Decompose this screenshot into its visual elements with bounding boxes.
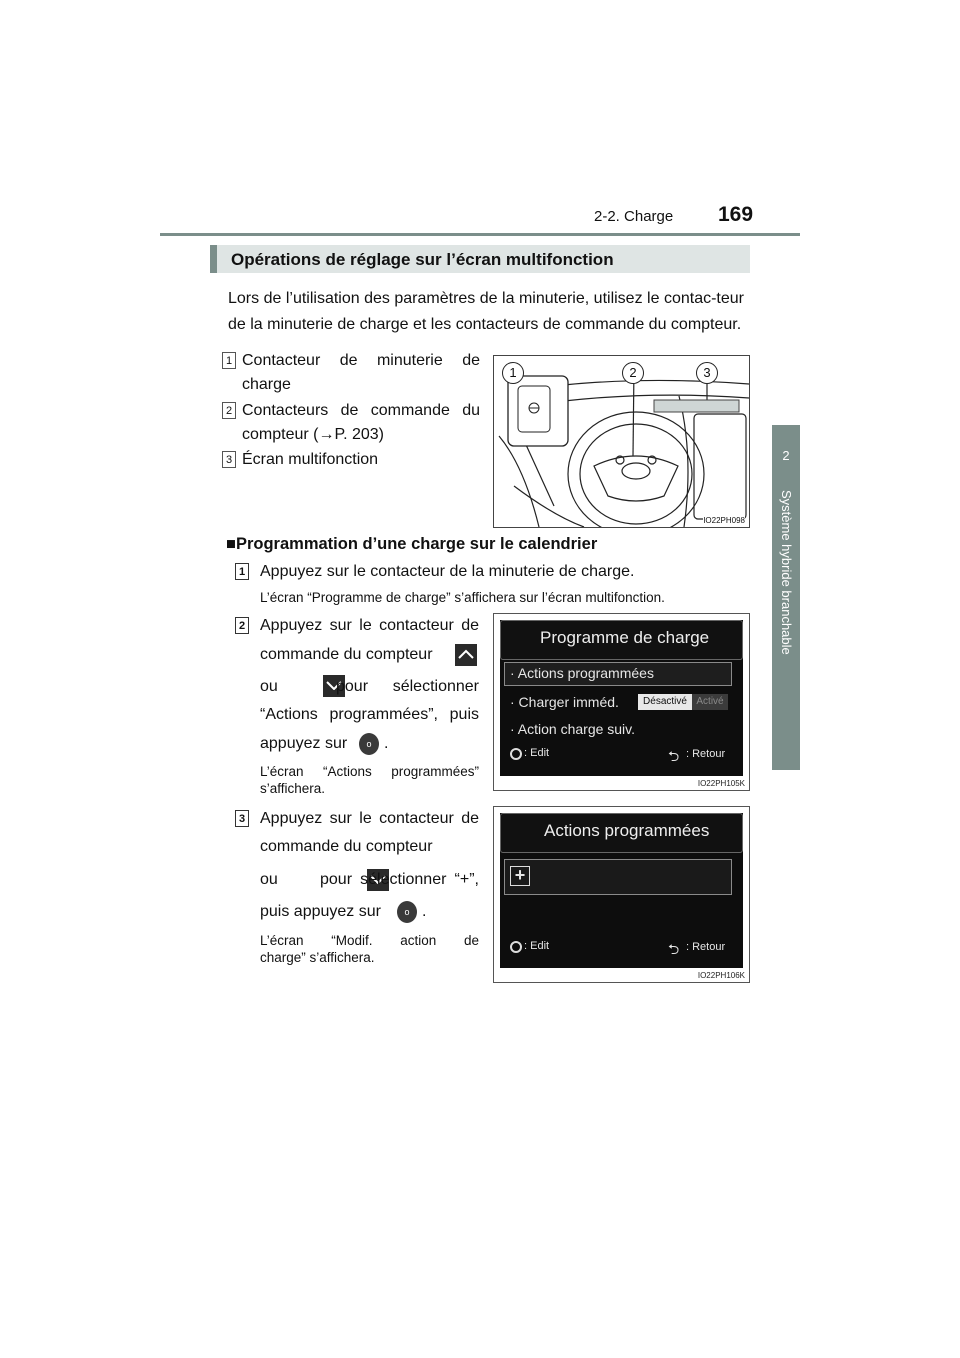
screen-2-caption: IO22PH106K xyxy=(697,971,745,980)
legend-number-2: 2 xyxy=(222,402,236,419)
screen-2-title: Actions programmées xyxy=(544,821,710,840)
section-title-box xyxy=(210,245,750,273)
screen-actions-programmees xyxy=(493,806,750,983)
legend-1-line1: Contacteur de minuterie de xyxy=(242,352,480,369)
screen-1-item-3: · Action charge suiv. xyxy=(510,721,636,737)
plus-icon: + xyxy=(510,866,530,886)
step-number-1: 1 xyxy=(235,563,249,580)
intro-paragraph: Lors de l’utilisation des paramètres de la minuterie, utilisez le contac-teur de la minuterie de charge et les contacteurs de commande du compteur. xyxy=(228,290,744,333)
screen-programme-de-charge xyxy=(493,613,750,791)
step-number-2: 2 xyxy=(235,617,249,634)
step-2-line3: pour sélectionner xyxy=(336,678,479,695)
legend-2-line1: Contacteurs de commande du xyxy=(242,402,480,419)
illustration-caption: IO22PH098 xyxy=(703,516,745,525)
screen-1-display xyxy=(500,620,743,776)
callout-2: 2 xyxy=(622,362,644,384)
screen-2-add-row xyxy=(504,859,732,895)
chapter-tab-number: 2 xyxy=(782,448,790,463)
step-3-line3: pour sélectionner “+”, xyxy=(320,871,479,888)
legend-number-3: 3 xyxy=(222,451,236,468)
screen-2-back: : Retour xyxy=(686,941,726,953)
callout-3: 3 xyxy=(696,362,718,384)
step-1-text: Appuyez sur le contacteur de la minuterie de charge. xyxy=(260,563,635,580)
step-2-line4: “Actions programmées”, puis xyxy=(260,706,479,723)
step-3-line1: Appuyez sur le contacteur de xyxy=(260,810,479,827)
step-1-note: L’écran “Programme de charge” s’affichera sur l’écran multifonction. xyxy=(260,590,665,605)
step-3-or: ou xyxy=(260,871,278,888)
section-title: Opérations de réglage sur l’écran multifonction xyxy=(231,250,614,269)
step-2-line5: appuyez sur xyxy=(260,735,348,752)
legend-number-1: 1 xyxy=(222,352,236,369)
chevron-up-icon xyxy=(455,644,477,666)
step-3-line4: puis appuyez sur xyxy=(260,903,381,920)
step-2-period: . xyxy=(384,735,389,752)
screen-1-back: : Retour xyxy=(686,748,726,760)
running-header-section: 2-2. Charge xyxy=(594,208,674,225)
ok-button-icon: o xyxy=(397,901,417,923)
toggle-on-label: Activé xyxy=(692,694,728,710)
screen-2-display xyxy=(500,813,743,968)
step-3-note-line1: L’écran “Modif. action de xyxy=(260,933,479,948)
legend-1-line2: charge xyxy=(242,376,291,393)
step-3-line2: commande du compteur xyxy=(260,838,433,855)
dial-icon xyxy=(510,941,522,953)
screen-1-caption: IO22PH105K xyxy=(697,779,745,788)
toggle-off-label: Désactivé xyxy=(638,694,692,710)
screen-1-edit: : Edit xyxy=(524,747,550,759)
step-2-or: ou xyxy=(260,678,278,695)
step-3-note-line2: charge” s’affichera. xyxy=(260,950,375,965)
screen-2-edit: : Edit xyxy=(524,940,550,952)
screen-1-item-1: · Actions programmées xyxy=(510,665,654,681)
step-2-line2: commande du compteur xyxy=(260,646,433,663)
step-2-line1: Appuyez sur le contacteur de xyxy=(260,617,479,634)
step-3-period: . xyxy=(422,903,427,920)
step-2-note-line2: s’affichera. xyxy=(260,781,326,796)
page-number: 169 xyxy=(718,203,754,226)
chapter-tab-label: Système hybride branchable xyxy=(779,490,794,655)
header-rule xyxy=(160,233,800,236)
screen-1-title: Programme de charge xyxy=(540,628,710,647)
legend-3-line1: Écran multifonction xyxy=(242,451,379,468)
step-2-note-line1: L’écran “Actions programmées” xyxy=(260,764,479,779)
screen-1-item-2: · Charger imméd. xyxy=(510,694,619,710)
ok-button-icon: o xyxy=(359,733,379,755)
legend-2-line2: compteur (→P. 203) xyxy=(242,426,384,443)
chapter-tab-label-wrap xyxy=(772,490,800,760)
back-arrow-icon: ⮌ xyxy=(668,748,680,764)
callout-1: 1 xyxy=(502,362,524,384)
step-number-3: 3 xyxy=(235,810,249,827)
dial-icon xyxy=(510,748,522,760)
dashboard-illustration xyxy=(493,355,750,528)
back-arrow-icon: ⮌ xyxy=(668,941,680,957)
subsection-title: ■Programmation d’une charge sur le calendrier xyxy=(226,535,598,553)
